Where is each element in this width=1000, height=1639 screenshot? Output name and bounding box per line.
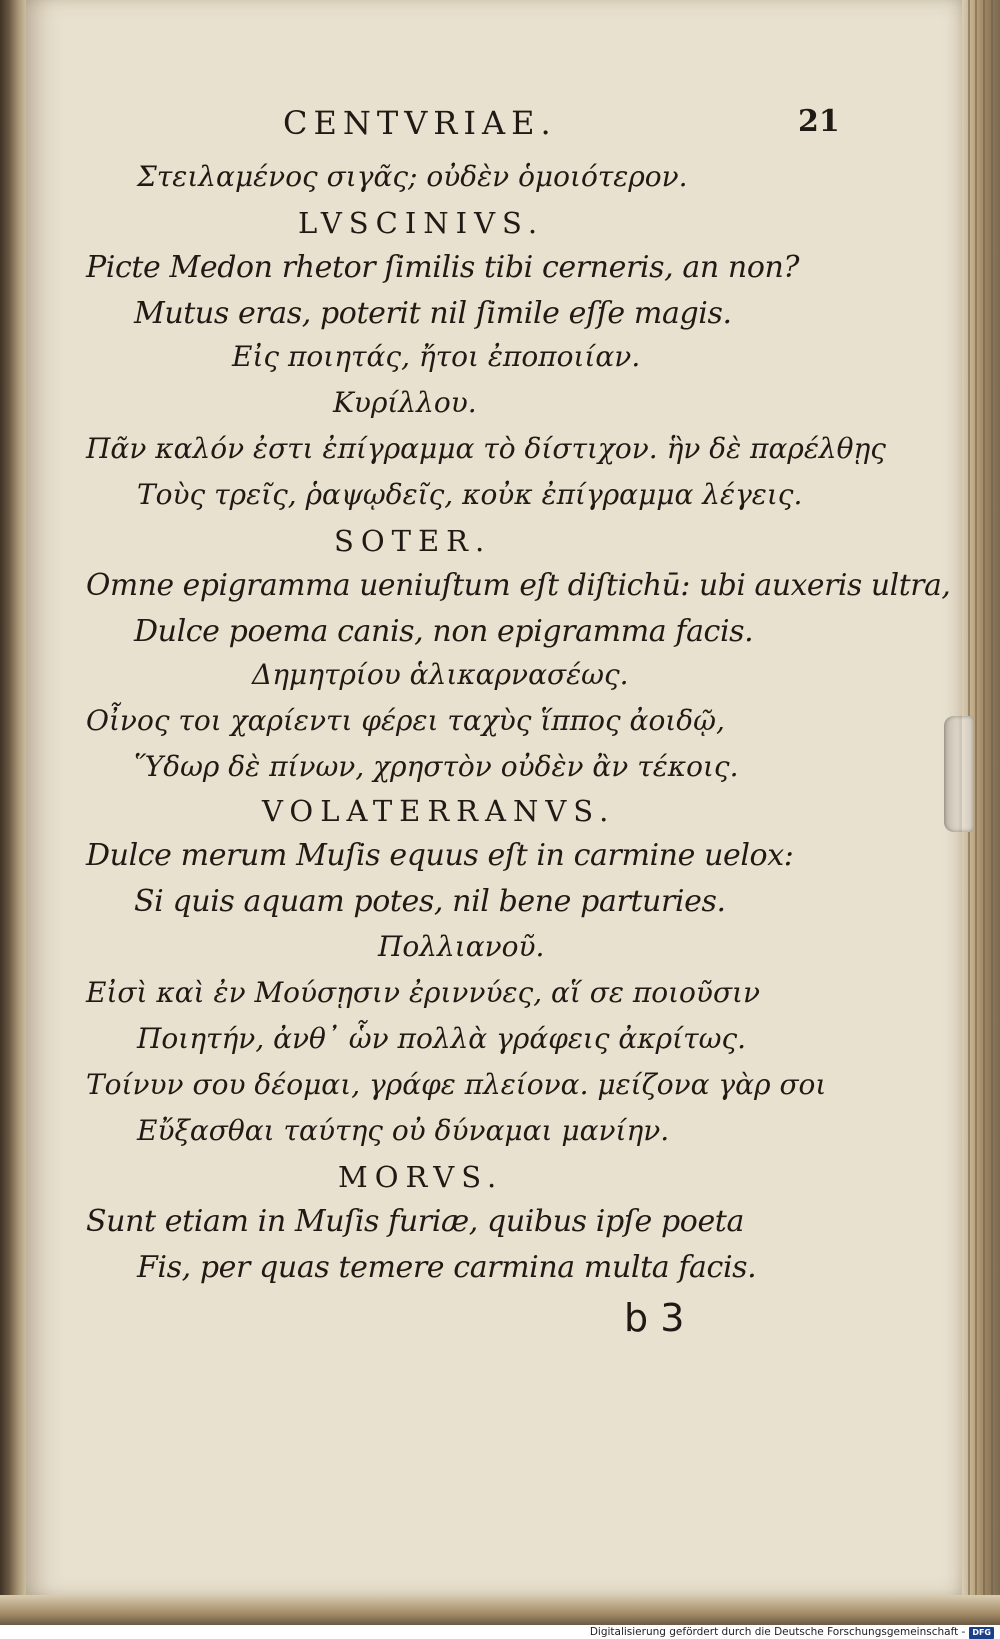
text-line: Τοὺς τρεῖς, ῥαψῳδεῖς, κοὐκ ἐπίγραμμα λέγεις.	[137, 478, 803, 511]
text-line: Dulce merum Muſis equus eſt in carmine uelox:	[86, 838, 794, 873]
section-title: Εἰς ποιητάς, ἤτοι ἐποποιίαν.	[232, 340, 641, 373]
text-line: Οἶνος τοι χαρίεντι φέρει ταχὺς ἵππος ἀοιδῷ,	[86, 704, 725, 737]
author-heading: Πολλιανοῦ.	[378, 930, 545, 963]
running-head: CENTVRIAE.	[283, 104, 557, 142]
text-line: Omne epigramma ueniuſtum eſt diſtichū: ubi auxeris ultra,	[86, 568, 951, 603]
speaker-heading: MORVS.	[338, 1160, 504, 1194]
text-line: Τοίνυν σου δέομαι, γράφε πλείονα. μείζονα γὰρ σοι	[86, 1068, 827, 1101]
text-line: Εἰσὶ καὶ ἐν Μούσῃσιν ἐριννύες, αἵ σε ποιοῦσιν	[86, 976, 761, 1009]
text-line: Dulce poema canis, non epigramma facis.	[134, 614, 754, 649]
text-line: Mutus eras, poterit nil ſimile eſſe magis.	[134, 296, 732, 331]
speaker-heading: SOTER.	[334, 524, 492, 558]
author-heading: Δημητρίου ἁλικαρνασέως.	[252, 658, 629, 691]
text-line: Si quis aquam potes, nil bene parturies.	[134, 884, 726, 919]
signature-mark: b 3	[624, 1296, 685, 1340]
speaker-heading: VOLATERRANVS.	[262, 794, 616, 828]
text-line: Sunt etiam in Muſis furiæ, quibus ipſe poeta	[86, 1204, 744, 1239]
text-line: Fis, per quas temere carmina multa facis.	[137, 1250, 757, 1285]
dfg-logo: DFG	[969, 1627, 994, 1639]
text-line: Εὔξασθαι ταύτης οὐ δύναμαι μανίην.	[137, 1114, 670, 1147]
text-line: Ποιητήν, ἀνθ᾽ ὧν πολλὰ γράφεις ἀκρίτως.	[137, 1022, 747, 1055]
digitization-credit	[590, 1626, 994, 1638]
text-line: Στειλαμένος σιγᾶς; οὐδὲν ὁμοιότερον.	[137, 160, 688, 193]
text-line: Πᾶν καλόν ἐστι ἐπίγραμμα τὸ δίστιχον. ἣν δὲ παρέλθῃς	[86, 432, 886, 465]
author-heading: Κυρίλλου.	[333, 386, 477, 419]
credit-text: Digitalisierung gefördert durch die Deutsche Forschungsgemeinschaft -	[589, 1626, 966, 1638]
text-line: Ὕδωρ δὲ πίνων, χρηστὸν οὐδὲν ἂν τέκοις.	[134, 750, 739, 783]
speaker-heading: LVSCINIVS.	[298, 206, 545, 240]
text-line: Picte Medon rhetor ſimilis tibi cerneris, an non?	[86, 250, 800, 285]
page-number: 21	[798, 104, 840, 139]
